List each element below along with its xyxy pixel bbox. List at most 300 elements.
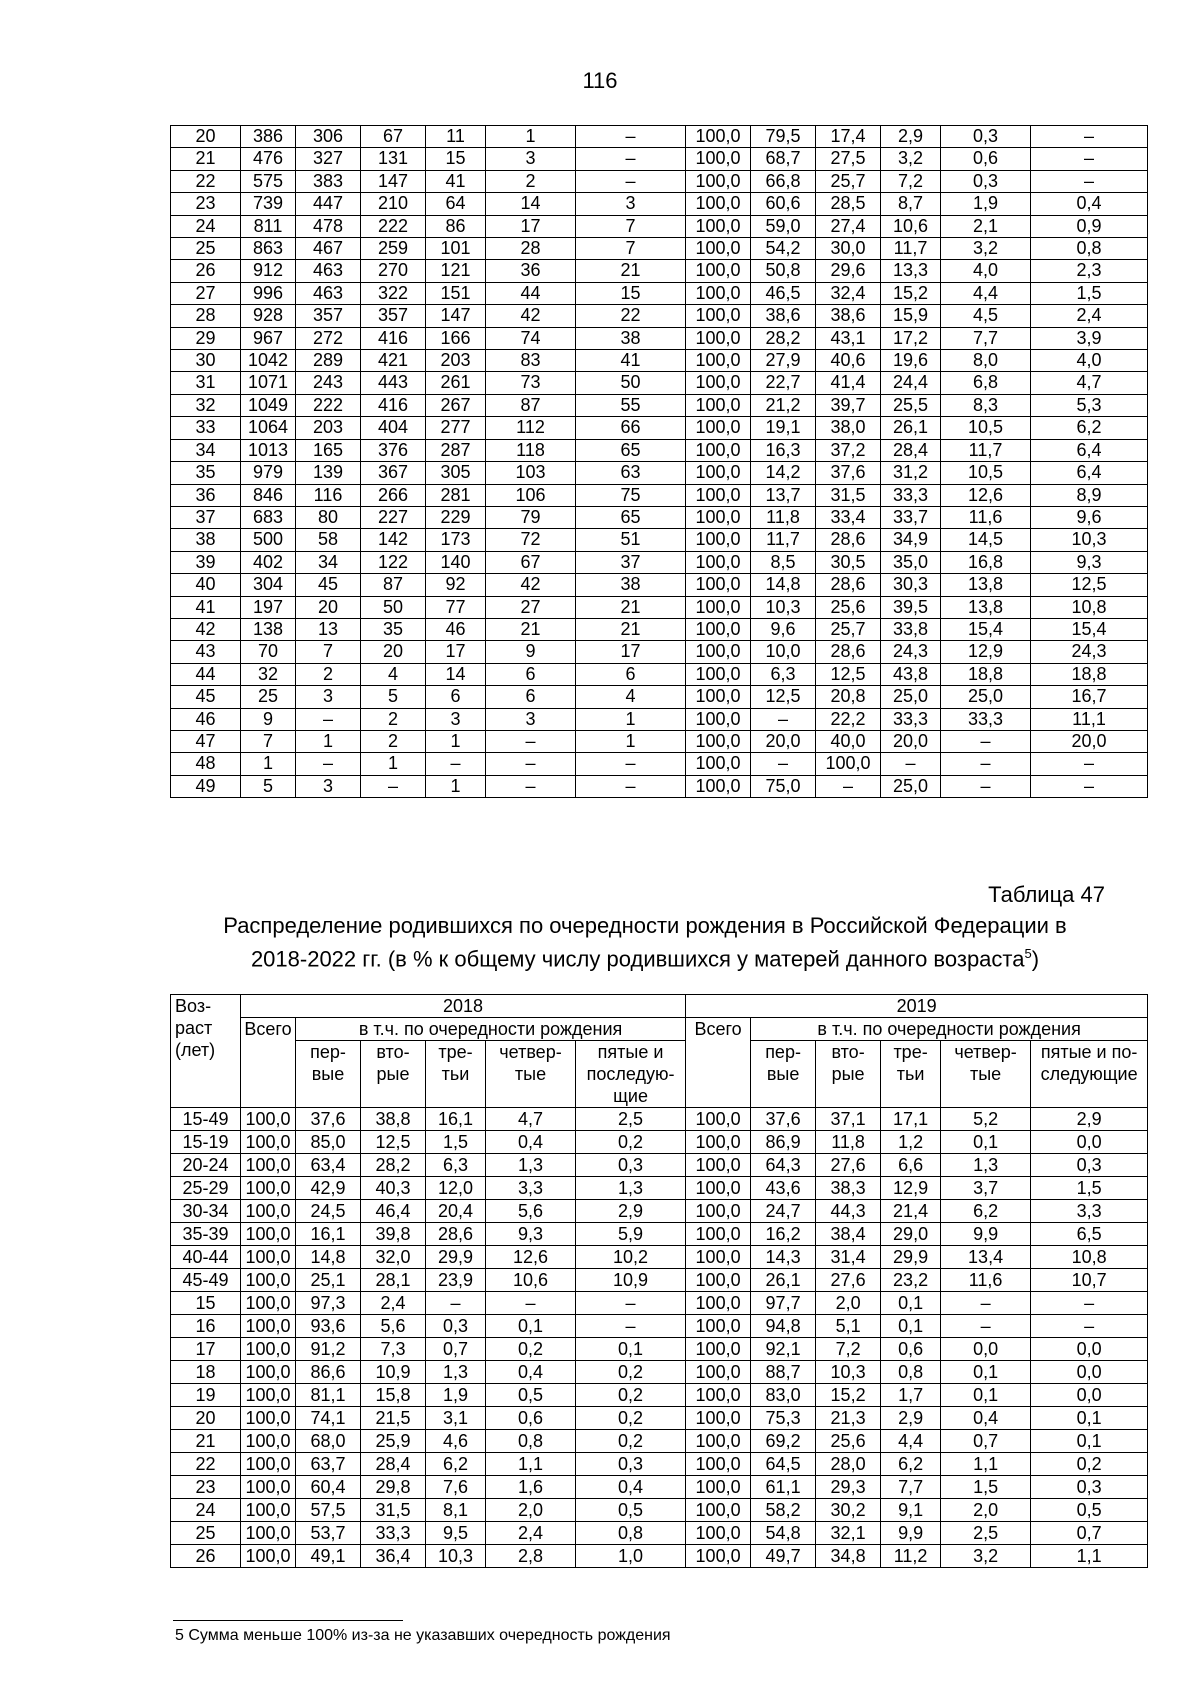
table-cell: 75,0 (751, 775, 816, 797)
table-cell: 16,1 (296, 1223, 361, 1246)
table-cell: 100,0 (686, 686, 751, 708)
table-cell: 36 (171, 484, 241, 506)
table-cell: 1064 (241, 417, 296, 439)
table-cell: 45 (171, 686, 241, 708)
table-cell: 65 (576, 439, 686, 461)
table-cell: 28,6 (816, 574, 881, 596)
table-cell: 2,9 (881, 126, 941, 148)
footnote-rule (173, 1620, 403, 1621)
table-cell: 147 (426, 305, 486, 327)
table-cell: – (296, 753, 361, 775)
table-cell: – (1031, 1315, 1148, 1338)
table-cell: – (941, 775, 1031, 797)
table-cell: 22 (171, 170, 241, 192)
table-cell: 28,5 (816, 193, 881, 215)
table-cell: 29,9 (426, 1246, 486, 1269)
table-cell: 3,9 (1031, 327, 1148, 349)
table-cell: 35,0 (881, 551, 941, 573)
table-row (171, 238, 1148, 260)
table-cell: 100,0 (241, 1361, 296, 1384)
table-cell: 16,2 (751, 1223, 816, 1246)
table-cell: 20 (361, 641, 426, 663)
table-cell: 10,3 (1031, 529, 1148, 551)
table-cell: 6,3 (426, 1154, 486, 1177)
table-cell: 21 (171, 148, 241, 170)
table-cell: 100,0 (241, 1223, 296, 1246)
table-cell: 100,0 (686, 663, 751, 685)
table-cell: 1013 (241, 439, 296, 461)
table-cell: 9,9 (881, 1522, 941, 1545)
table-cell: 27,6 (816, 1269, 881, 1292)
table-cell: 1 (241, 753, 296, 775)
table-cell: 7,3 (361, 1338, 426, 1361)
table-cell: 100,0 (686, 1407, 751, 1430)
table-cell: 14,8 (296, 1246, 361, 1269)
table-cell: 3,3 (1031, 1200, 1148, 1223)
table-cell: 7,7 (881, 1476, 941, 1499)
table-cell: 106 (486, 484, 576, 506)
table-cell: 5,1 (816, 1315, 881, 1338)
table-row (171, 1246, 1148, 1269)
table-cell: 1071 (241, 372, 296, 394)
table-cell: 6,5 (1031, 1223, 1148, 1246)
table-cell: 92,1 (751, 1338, 816, 1361)
table-cell: 37,2 (816, 439, 881, 461)
table-cell: 10,6 (881, 215, 941, 237)
table-cell: 100,0 (686, 1154, 751, 1177)
table-cell: 40,6 (816, 350, 881, 372)
table-cell: 15,2 (881, 282, 941, 304)
table-cell: 9,3 (1031, 551, 1148, 573)
table-cell: 24,5 (296, 1200, 361, 1223)
table-cell: 32,0 (361, 1246, 426, 1269)
table-cell: 1,5 (1031, 1177, 1148, 1200)
table-cell: 100,0 (686, 574, 751, 596)
table-cell: 0,3 (426, 1315, 486, 1338)
table-cell: 0,1 (941, 1131, 1031, 1154)
table-cell: 6,3 (751, 663, 816, 685)
table-cell: 30,3 (881, 574, 941, 596)
table-cell: 928 (241, 305, 296, 327)
table-cell: 1 (576, 708, 686, 730)
table-cell: 0,8 (486, 1430, 576, 1453)
table-cell: 26 (171, 1545, 241, 1568)
table-cell: 17,4 (816, 126, 881, 148)
table-cell: 12,0 (426, 1177, 486, 1200)
table-cell: 33,3 (881, 708, 941, 730)
table-label: Таблица 47 (988, 882, 1105, 907)
table-cell: 24,4 (881, 372, 941, 394)
table-cell: 68,7 (751, 148, 816, 170)
table-cell: 13,4 (941, 1246, 1031, 1269)
table-cell: 0,2 (576, 1384, 686, 1407)
table-cell: 0,5 (576, 1499, 686, 1522)
table-cell: – (1031, 1292, 1148, 1315)
table-cell: 11,7 (941, 439, 1031, 461)
table-cell: 2,3 (1031, 260, 1148, 282)
table-cell: – (576, 753, 686, 775)
table-cell: 357 (361, 305, 426, 327)
table-cell: – (426, 1292, 486, 1315)
table-cell: 44,3 (816, 1200, 881, 1223)
table-cell: – (486, 1292, 576, 1315)
table-cell: 25 (241, 686, 296, 708)
table-cell: 476 (241, 148, 296, 170)
table-cell: 17 (576, 641, 686, 663)
table-cell: 100,0 (241, 1407, 296, 1430)
table-cell: 3,2 (941, 1545, 1031, 1568)
table-cell: 1,3 (426, 1361, 486, 1384)
table-cell: 100,0 (686, 1545, 751, 1568)
table-cell: 60,4 (296, 1476, 361, 1499)
table-cell: 86,6 (296, 1361, 361, 1384)
table-cell: 86 (426, 215, 486, 237)
table-cell: 0,9 (1031, 215, 1148, 237)
table-cell: 386 (241, 126, 296, 148)
table-cell: 2,1 (941, 215, 1031, 237)
table-cell: 20,0 (751, 730, 816, 752)
table-cell: 57,5 (296, 1499, 361, 1522)
table-cell: 12,9 (881, 1177, 941, 1200)
table-cell: 100,0 (241, 1499, 296, 1522)
table-cell: 12,5 (816, 663, 881, 685)
table-cell: 11,6 (941, 506, 1031, 528)
table-cell: 67 (486, 551, 576, 573)
table-row (171, 506, 1148, 528)
table-cell: 100,0 (241, 1292, 296, 1315)
table-cell: 26 (171, 260, 241, 282)
table-cell: 11,8 (816, 1131, 881, 1154)
table-cell: 11,8 (751, 506, 816, 528)
table-cell: 15,9 (881, 305, 941, 327)
table-cell: 39,8 (361, 1223, 426, 1246)
table-cell: 0,1 (941, 1361, 1031, 1384)
table-cell: 25,5 (881, 394, 941, 416)
table-row (171, 1131, 1148, 1154)
table-cell: 11,1 (1031, 708, 1148, 730)
table-cell: 4 (361, 663, 426, 685)
table-cell: 3,7 (941, 1177, 1031, 1200)
table-cell: – (941, 1292, 1031, 1315)
table-row (171, 1499, 1148, 1522)
table-cell: 97,7 (751, 1292, 816, 1315)
table-cell: 100,0 (686, 1108, 751, 1131)
table-cell: 140 (426, 551, 486, 573)
table-cell: 100,0 (686, 1269, 751, 1292)
table-cell: – (751, 753, 816, 775)
table-cell: 21 (576, 260, 686, 282)
table-cell: 0,1 (941, 1384, 1031, 1407)
table-cell: 41,4 (816, 372, 881, 394)
table-cell: 13 (296, 618, 361, 640)
table-cell: 0,0 (1031, 1338, 1148, 1361)
table-cell: 45 (296, 574, 361, 596)
table-cell: 87 (361, 574, 426, 596)
table-row (171, 170, 1148, 192)
table-cell: 5,3 (1031, 394, 1148, 416)
table-cell: 5,6 (486, 1200, 576, 1223)
table-cell: 24,3 (1031, 641, 1148, 663)
table-cell: 7 (241, 730, 296, 752)
table-cell: 0,6 (486, 1407, 576, 1430)
table-cell: 1,1 (486, 1453, 576, 1476)
table-cell: 12,5 (1031, 574, 1148, 596)
table-cell: 3 (576, 193, 686, 215)
table-cell: 18,8 (1031, 663, 1148, 685)
table-cell: 7,6 (426, 1476, 486, 1499)
table-cell: 40 (171, 574, 241, 596)
table-cell: 28 (171, 305, 241, 327)
table-cell: 467 (296, 238, 361, 260)
table-cell: 28,2 (361, 1154, 426, 1177)
table-cell: 0,1 (486, 1315, 576, 1338)
table-cell: 20 (171, 1407, 241, 1430)
table-cell: 16 (171, 1315, 241, 1338)
table-cell: 210 (361, 193, 426, 215)
table-cell: 13,8 (941, 574, 1031, 596)
table-cell: 327 (296, 148, 361, 170)
table-cell: 3,1 (426, 1407, 486, 1430)
table-cell: 43 (171, 641, 241, 663)
table-cell: 10,5 (941, 462, 1031, 484)
table-cell: 38,3 (816, 1177, 881, 1200)
table-cell: 100,0 (686, 484, 751, 506)
table-cell: 10,8 (1031, 1246, 1148, 1269)
table-cell: 8,3 (941, 394, 1031, 416)
table-cell: 31 (171, 372, 241, 394)
table-cell: 3,2 (941, 238, 1031, 260)
table-row (171, 753, 1148, 775)
table-cell: 147 (361, 170, 426, 192)
table-row (171, 1361, 1148, 1384)
table-cell: 6,2 (881, 1453, 941, 1476)
table-cell: – (576, 1315, 686, 1338)
table-cell: 100,0 (241, 1131, 296, 1154)
table-cell: 6,2 (941, 1200, 1031, 1223)
table-cell: 0,5 (486, 1384, 576, 1407)
table-cell: 100,0 (241, 1315, 296, 1338)
table-row (171, 1223, 1148, 1246)
table-row (171, 1269, 1148, 1292)
table-cell: 38 (576, 574, 686, 596)
table-cell: 79 (486, 506, 576, 528)
table-cell: 0,2 (1031, 1453, 1148, 1476)
table-cell: 25,9 (361, 1430, 426, 1453)
table-cell: 100,0 (241, 1384, 296, 1407)
table-row (171, 372, 1148, 394)
table-cell: 15-19 (171, 1131, 241, 1154)
table-row (171, 1177, 1148, 1200)
table-cell: 0,4 (1031, 193, 1148, 215)
table-cell: 25 (171, 1522, 241, 1545)
table-cell: 20,4 (426, 1200, 486, 1223)
table-cell: 289 (296, 350, 361, 372)
table-cell: 77 (426, 596, 486, 618)
table-cell: 39 (171, 551, 241, 573)
table-cell: 39,5 (881, 596, 941, 618)
table-cell: 22,2 (816, 708, 881, 730)
table-cell: 100,0 (686, 1430, 751, 1453)
table-cell: 37 (171, 506, 241, 528)
table-cell: 0,0 (941, 1338, 1031, 1361)
table-cell: 10,3 (816, 1361, 881, 1384)
table-cell: 24,7 (751, 1200, 816, 1223)
table-cell: 11,6 (941, 1269, 1031, 1292)
table-cell: 227 (361, 506, 426, 528)
table-cell: 100,0 (686, 372, 751, 394)
table-cell: 9,1 (881, 1499, 941, 1522)
table-row (171, 1108, 1148, 1131)
table-cell: 83 (486, 350, 576, 372)
table-cell: 2,9 (881, 1407, 941, 1430)
table-cell: 37,6 (816, 462, 881, 484)
table-cell: 3,3 (486, 1177, 576, 1200)
table-cell: – (576, 170, 686, 192)
table-cell: 66 (576, 417, 686, 439)
table-cell: 44 (486, 282, 576, 304)
table-cell: 0,6 (881, 1338, 941, 1361)
table-cell: 29,0 (881, 1223, 941, 1246)
table-cell: 575 (241, 170, 296, 192)
table-cell: 40-44 (171, 1246, 241, 1269)
table-cell: 100,0 (686, 618, 751, 640)
table-cell: 100,0 (686, 193, 751, 215)
table-cell: 222 (361, 215, 426, 237)
table-cell: 43,6 (751, 1177, 816, 1200)
table-cell: 25,0 (881, 775, 941, 797)
table-cell: 63,7 (296, 1453, 361, 1476)
table-cell: 222 (296, 394, 361, 416)
table-cell: 100,0 (686, 1200, 751, 1223)
table-cell: 100,0 (686, 1384, 751, 1407)
table-cell: 4,5 (941, 305, 1031, 327)
table-cell: 683 (241, 506, 296, 528)
table-cell: 1,5 (941, 1476, 1031, 1499)
table-cell: 261 (426, 372, 486, 394)
table-cell: 73 (486, 372, 576, 394)
table-row (171, 1292, 1148, 1315)
table-row (171, 1522, 1148, 1545)
table-cell: 50 (361, 596, 426, 618)
table-cell: 19 (171, 1384, 241, 1407)
table-cell: 67 (361, 126, 426, 148)
table-cell: 21 (576, 596, 686, 618)
header-third-2018: тре- тьи (426, 1041, 486, 1108)
table-cell: 13,7 (751, 484, 816, 506)
header-fifth-2018: пятые и последую- щие (576, 1041, 686, 1108)
table-cell: 33,3 (941, 708, 1031, 730)
table-cell: 3,2 (881, 148, 941, 170)
table-cell: 0,3 (1031, 1154, 1148, 1177)
table-cell: 18 (171, 1361, 241, 1384)
table-cell: 17 (486, 215, 576, 237)
table-cell: 35-39 (171, 1223, 241, 1246)
birth-order-percent-table (170, 994, 1148, 1568)
table-cell: 100,0 (686, 148, 751, 170)
table-cell: 100,0 (686, 551, 751, 573)
table-cell: 118 (486, 439, 576, 461)
table-cell: 41 (171, 596, 241, 618)
header-third-2019: тре- тьи (881, 1041, 941, 1108)
table-cell: – (941, 730, 1031, 752)
table-row (171, 1338, 1148, 1361)
table-cell: 12,6 (486, 1246, 576, 1269)
table-cell: 14,2 (751, 462, 816, 484)
table-cell: 15 (576, 282, 686, 304)
table-row (171, 1545, 1148, 1568)
table-cell: 25,0 (881, 686, 941, 708)
table-cell: 26,1 (881, 417, 941, 439)
table-cell: 2,4 (1031, 305, 1148, 327)
table-cell: 131 (361, 148, 426, 170)
table-cell: 5,6 (361, 1315, 426, 1338)
table-cell: 197 (241, 596, 296, 618)
table-cell: 33,3 (881, 484, 941, 506)
table-cell: 100,0 (686, 350, 751, 372)
table-cell: 1 (426, 775, 486, 797)
table-cell: 1,5 (426, 1131, 486, 1154)
table-cell: 49,1 (296, 1545, 361, 1568)
table-cell: 21,2 (751, 394, 816, 416)
table-cell: 10,5 (941, 417, 1031, 439)
table-cell: 0,0 (1031, 1384, 1148, 1407)
table-cell: 2 (361, 730, 426, 752)
table-cell: 43,8 (881, 663, 941, 685)
header-by-order-2019: в т.ч. по очередности рождения (751, 1018, 1148, 1041)
table-cell: 93,6 (296, 1315, 361, 1338)
table-cell: 103 (486, 462, 576, 484)
table-cell: 64,5 (751, 1453, 816, 1476)
table-cell: 17,1 (881, 1108, 941, 1131)
table-row (171, 1384, 1148, 1407)
table-cell: 24 (171, 1499, 241, 1522)
table-cell: 100,0 (686, 394, 751, 416)
table-cell: 1 (576, 730, 686, 752)
table-cell: – (941, 1315, 1031, 1338)
table-cell: 1,9 (941, 193, 1031, 215)
table-cell: 2,8 (486, 1545, 576, 1568)
table-cell: 267 (426, 394, 486, 416)
table-title-end: ) (1031, 946, 1040, 972)
table-row (171, 148, 1148, 170)
table-cell: 0,8 (576, 1522, 686, 1545)
table-cell: 32 (241, 663, 296, 685)
table-cell: 1 (296, 730, 361, 752)
table-cell: 478 (296, 215, 361, 237)
table-cell: – (576, 775, 686, 797)
table-cell: 42,9 (296, 1177, 361, 1200)
table-cell: – (941, 753, 1031, 775)
table-cell: 100,0 (686, 1499, 751, 1522)
table-cell: 0,4 (486, 1131, 576, 1154)
table-cell: 14,3 (751, 1246, 816, 1269)
table-cell: 281 (426, 484, 486, 506)
table-row (171, 439, 1148, 461)
table-cell: 22 (576, 305, 686, 327)
table-cell: 0,3 (941, 126, 1031, 148)
table-cell: 37 (576, 551, 686, 573)
table-cell: 100,0 (686, 282, 751, 304)
table-cell: 100,0 (686, 1246, 751, 1269)
header-fourth-2019: четвер- тые (941, 1041, 1031, 1108)
footnote: 5 Сумма меньше 100% из-за не указавших очередность рождения (175, 1627, 671, 1644)
table-row (171, 394, 1148, 416)
table-cell: – (881, 753, 941, 775)
table-cell: 9,6 (751, 618, 816, 640)
table-cell: 322 (361, 282, 426, 304)
table-cell: 9 (486, 641, 576, 663)
table-cell: 139 (296, 462, 361, 484)
